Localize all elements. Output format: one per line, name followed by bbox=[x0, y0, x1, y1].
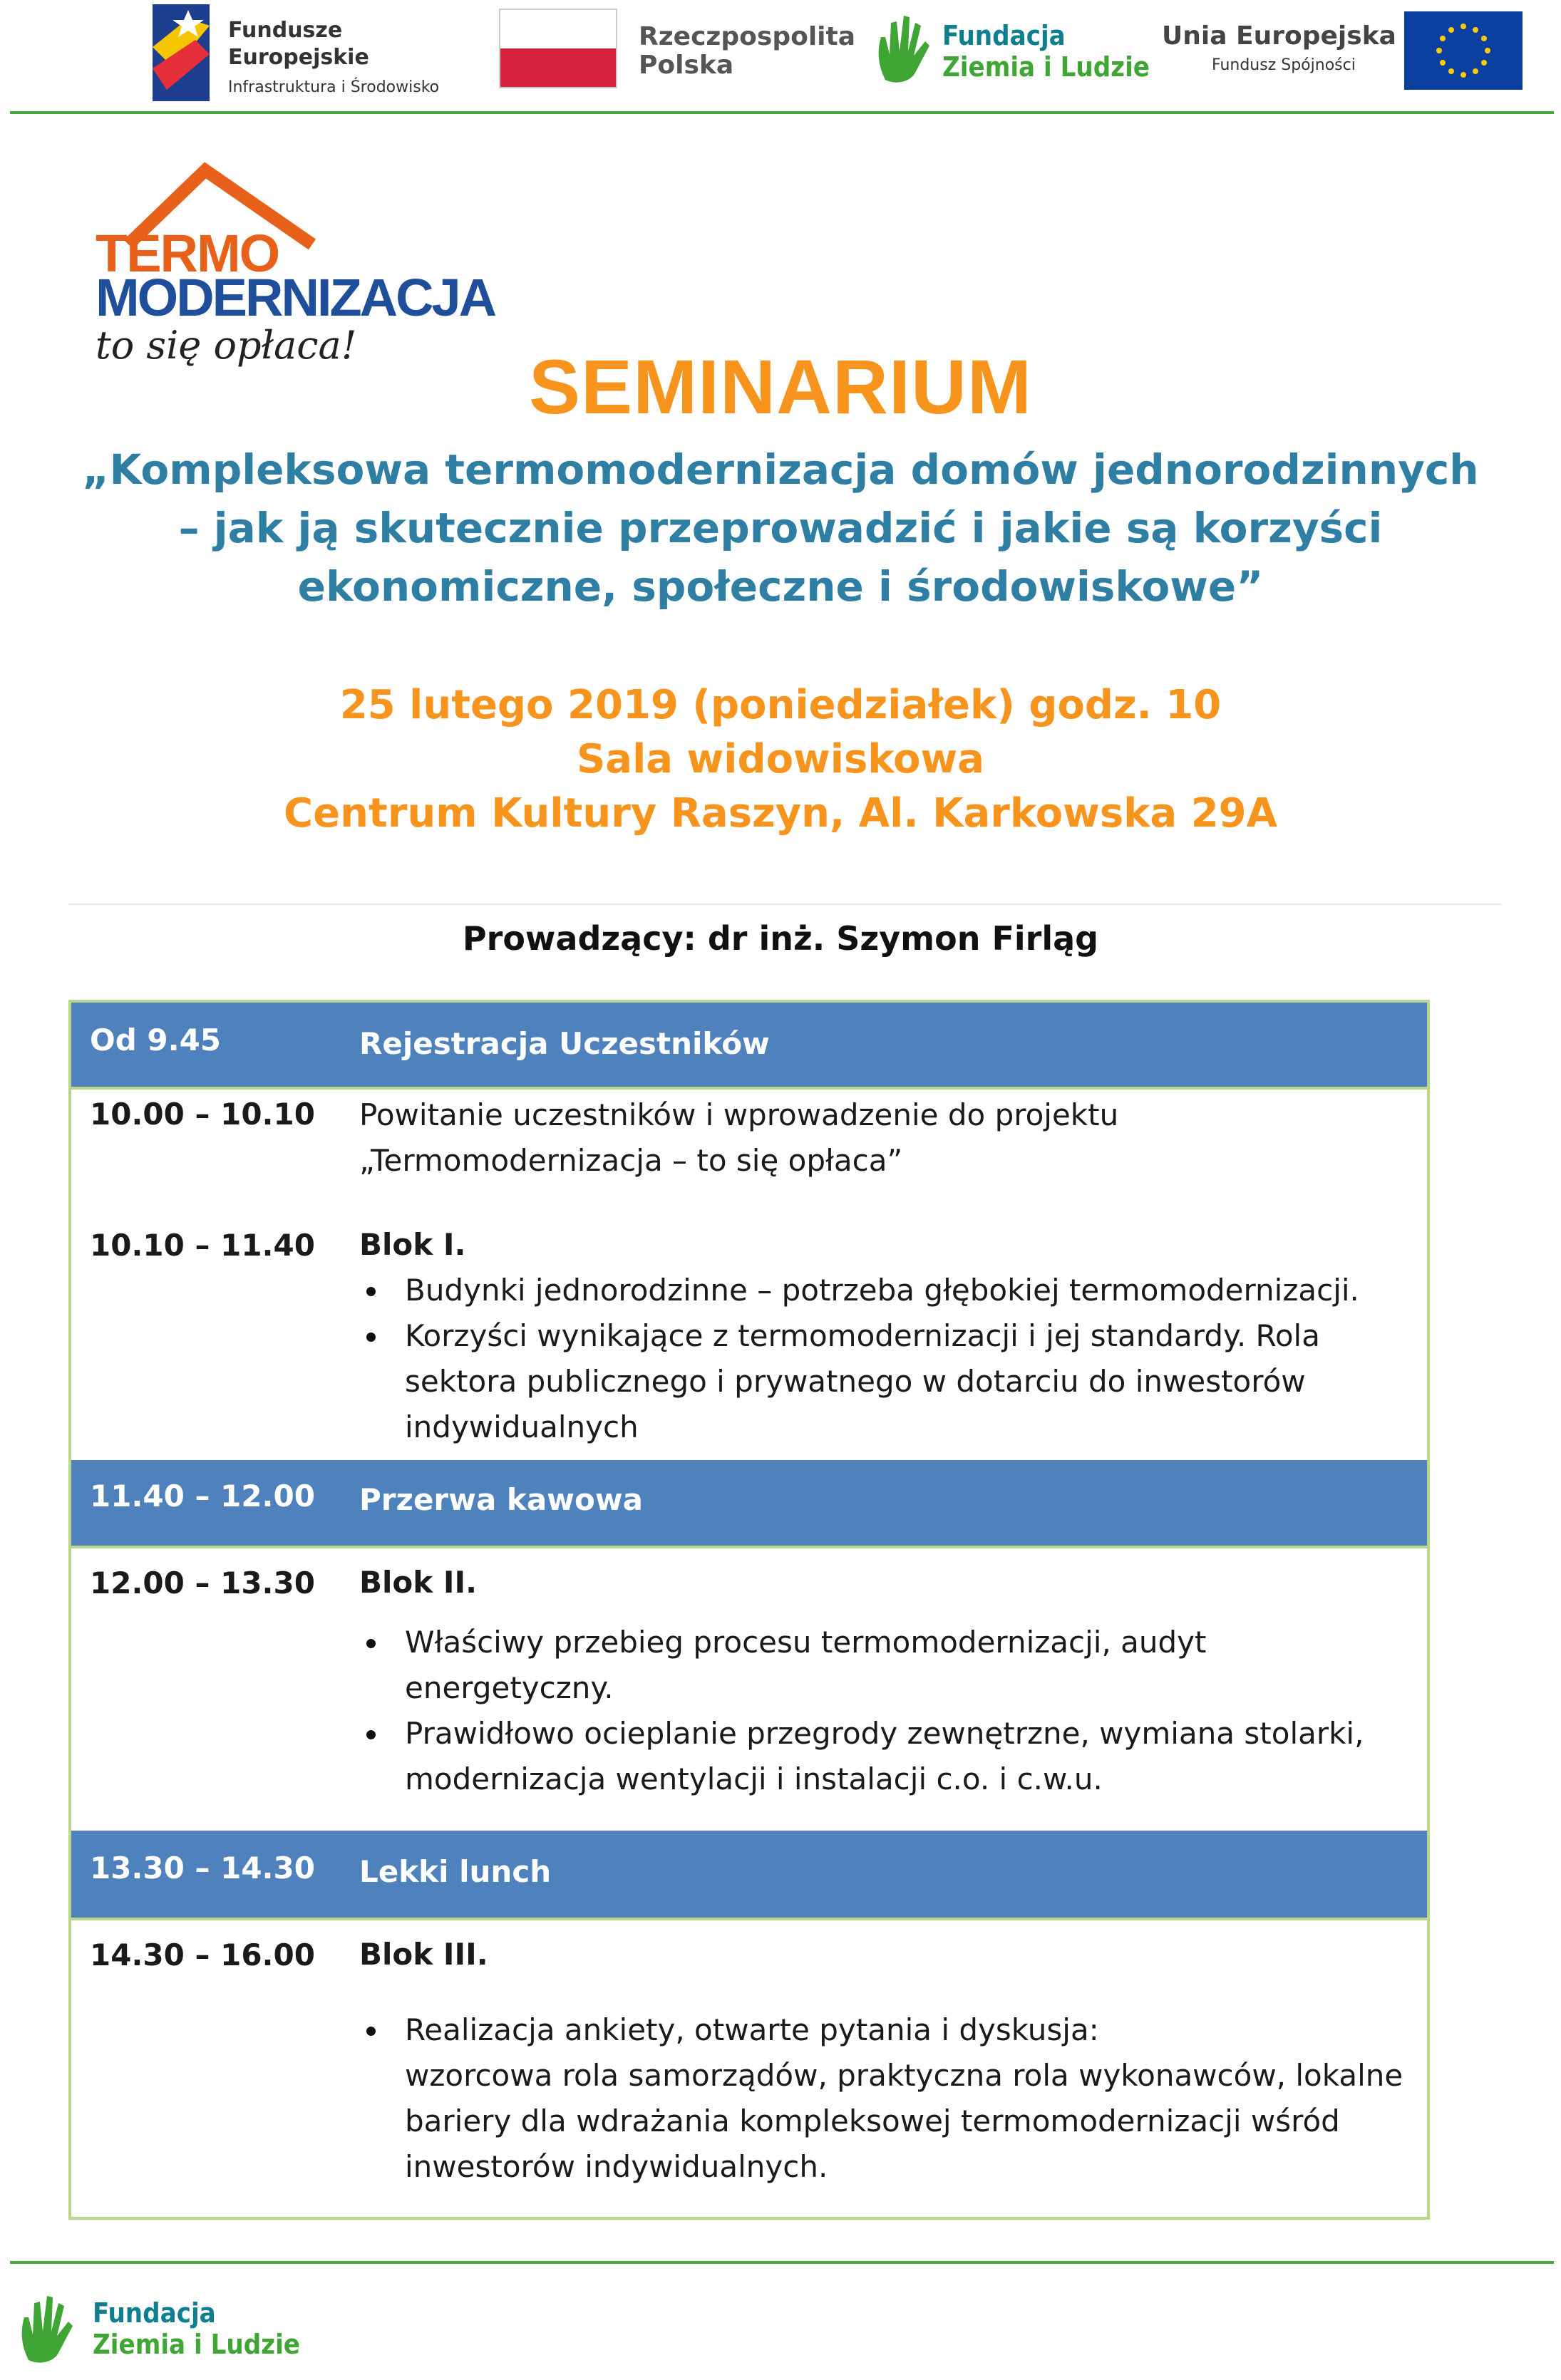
subtitle-line: „Kompleksowa termomodernizacja domów jednorodzinnych bbox=[82, 445, 1479, 494]
event-date: 25 lutego 2019 (poniedziałek) godz. 10 bbox=[339, 682, 1222, 728]
page-title: SEMINARIUM bbox=[529, 343, 1032, 430]
green-hand-icon bbox=[871, 9, 935, 87]
agenda-row-block1 bbox=[71, 1222, 1427, 1460]
footer-fz-line1: Fundacja bbox=[93, 2297, 216, 2329]
fz-line1: Fundacja bbox=[942, 20, 1066, 51]
agenda-row-welcome bbox=[71, 1087, 1427, 1222]
footer-fz-line2: Ziemia i Ludzie bbox=[93, 2329, 300, 2360]
agenda-line: „Termomodernizacja – to się opłaca” bbox=[359, 1143, 903, 1178]
bullet-item: Korzyści wynikające z termomodernizacji i jej standardy. Rola sektora publicznego i prywatnego w dotarciu do inwestorów indywidualnych bbox=[359, 1313, 1407, 1450]
agenda-row-lunch bbox=[71, 1831, 1427, 1920]
fe-line1: Fundusze bbox=[228, 18, 343, 43]
agenda-row-block3 bbox=[71, 1918, 1427, 2217]
tm-word1: TERMO bbox=[96, 224, 279, 283]
green-hand-icon bbox=[14, 2289, 78, 2367]
bullet-item: Właściwy przebieg procesu termomodernizacji, audyt energetyczny. bbox=[359, 1620, 1407, 1711]
event-venue: Centrum Kultury Raszyn, Al. Karkowska 29A bbox=[284, 790, 1277, 837]
tm-tagline: to się opłaca! bbox=[96, 323, 357, 368]
agenda-time: 10.00 – 10.10 bbox=[90, 1097, 315, 1132]
subtitle-line: ekonomiczne, społeczne i środowiskowe” bbox=[297, 562, 1264, 611]
agenda-time: 10.10 – 11.40 bbox=[90, 1228, 315, 1263]
agenda-row-block2 bbox=[71, 1546, 1427, 1831]
bullet-line: wzorcowa rola samorządów, praktyczna rola wykonawców, lokalne bariery dla wdrażania kompleksowej termomodernizacji wśród inwestorów indywidualnych. bbox=[405, 2058, 1403, 2184]
seminar-subtitle bbox=[0, 440, 1561, 616]
block-title: Blok I. bbox=[359, 1227, 466, 1262]
agenda-text: Przerwa kawowa bbox=[359, 1482, 643, 1517]
agenda-text bbox=[359, 1092, 1407, 1184]
block-title: Blok II. bbox=[359, 1565, 478, 1600]
fe-line2: Europejskie bbox=[228, 45, 369, 70]
agenda-table bbox=[68, 1000, 1430, 2220]
bullet-line: Realizacja ankiety, otwarte pytania i dyskusja: bbox=[405, 2012, 1099, 2047]
fundusze-europejskie-logo bbox=[153, 4, 466, 104]
event-details bbox=[0, 678, 1561, 841]
bullet-list bbox=[359, 1268, 1407, 1450]
agenda-text bbox=[359, 1932, 1407, 2190]
bullet-list bbox=[359, 2007, 1407, 2190]
rzeczpospolita-polska-logo bbox=[499, 9, 855, 94]
agenda-time: 14.30 – 16.00 bbox=[90, 1937, 315, 1972]
fe-line3: Infrastruktura i Środowisko bbox=[228, 78, 440, 96]
agenda-time: 11.40 – 12.00 bbox=[90, 1479, 315, 1514]
agenda-time: Od 9.45 bbox=[90, 1023, 222, 1057]
host-line: Prowadzący: dr inż. Szymon Firląg bbox=[462, 919, 1099, 958]
block-title: Blok III. bbox=[359, 1937, 488, 1972]
bullet-item: Budynki jednorodzinne – potrzeba głębokiej termomodernizacji. bbox=[359, 1268, 1407, 1313]
fe-star-icon bbox=[153, 4, 210, 101]
header-divider bbox=[10, 111, 1554, 114]
event-room: Sala widowiskowa bbox=[576, 736, 985, 782]
unia-europejska-logo bbox=[1162, 11, 1525, 97]
section-divider bbox=[68, 904, 1501, 905]
agenda-row-coffee bbox=[71, 1460, 1427, 1548]
fz-line2: Ziemia i Ludzie bbox=[942, 51, 1150, 83]
bullet-item: Prawidłowo ocieplanie przegrody zewnętrzne, wymiana stolarki, modernizacja wentylacji i instalacji c.o. i c.w.u. bbox=[359, 1711, 1407, 1802]
ue-line1: Unia Europejska bbox=[1162, 21, 1396, 51]
polish-flag-icon bbox=[499, 9, 617, 88]
footer-divider bbox=[10, 2261, 1554, 2264]
agenda-line: Powitanie uczestników i wprowadzenie do projektu bbox=[359, 1097, 1119, 1132]
agenda-text bbox=[359, 1222, 1407, 1450]
agenda-text: Rejestracja Uczestników bbox=[359, 1026, 770, 1061]
bullet-item bbox=[359, 2007, 1407, 2190]
rp-line1: Rzeczpospolita bbox=[639, 22, 855, 51]
fundacja-ziemia-i-ludzie-logo bbox=[871, 9, 1170, 94]
subtitle-line: – jak ją skutecznie przeprowadzić i jakie są korzyści bbox=[178, 504, 1383, 552]
agenda-text bbox=[359, 1560, 1407, 1802]
bullet-list bbox=[359, 1620, 1407, 1802]
tm-word2: MODERNIZACJA bbox=[96, 268, 495, 327]
rp-line2: Polska bbox=[639, 51, 734, 80]
header-logos bbox=[0, 0, 1561, 114]
ue-line2: Fundusz Spójności bbox=[1212, 56, 1356, 74]
agenda-time: 12.00 – 13.30 bbox=[90, 1566, 315, 1600]
agenda-time: 13.30 – 14.30 bbox=[90, 1851, 315, 1885]
eu-flag-icon bbox=[1404, 11, 1523, 90]
agenda-row-registration bbox=[71, 1003, 1427, 1090]
footer-fundacja-logo bbox=[14, 2289, 314, 2374]
agenda-text: Lekki lunch bbox=[359, 1854, 552, 1889]
